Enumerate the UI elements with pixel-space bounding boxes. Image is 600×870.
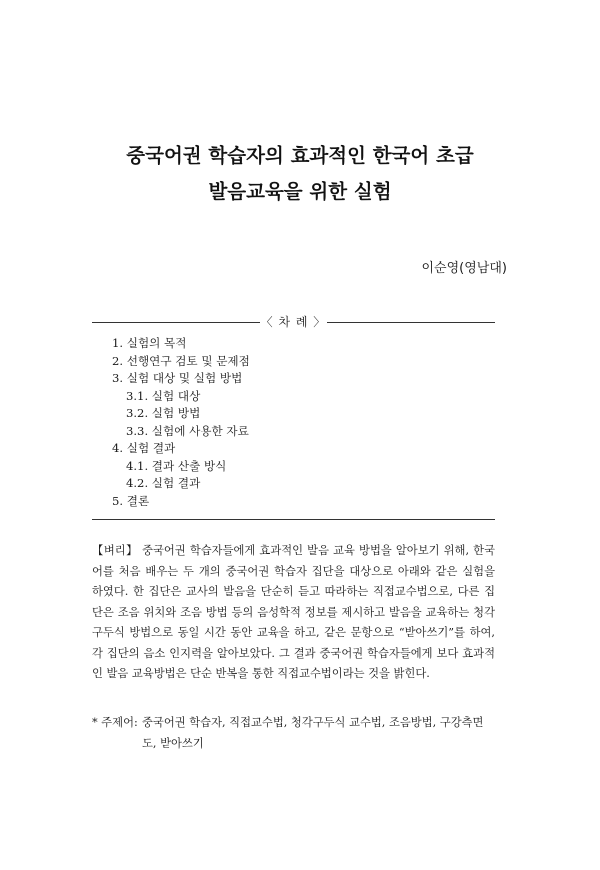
toc-item: 4. 실험 결과 xyxy=(112,441,176,455)
abstract: 【벼리】 중국어권 학습자들에게 효과적인 발음 교육 방법을 알아보기 위해, 한국어를 처음 배우는 두 개의 중국어권 학습자 집단을 대상으로 아래와 같은 실험을 하였다. 한 집단은 교사의 발음을 단순히 듣고 따라하는 직접교수법으로, 다른 집단은 조음 위치와 조음 방법 등의 음성학적 정보를 제시하고 발음을 교육하는 청각구두식 방법으로 동일 시간 동안 교육을 하고, 같은 문항으로 “받아쓰기”를 하여, 각 집단의 음소 인지력을 알아보았다. 그 결과 중국어권 학습자들에게 보다 효과적인 발음 교육방법은 단순 반복을 통한 직접교수법이라는 것을 밝힌다. xyxy=(92,544,495,680)
toc-header-rule-right xyxy=(327,322,495,323)
toc-heading: 〈 차 례 〉 xyxy=(260,315,327,329)
paper-title-line-1: 중국어권 학습자의 효과적인 한국어 초급 xyxy=(126,144,474,167)
toc-header xyxy=(92,313,495,331)
paper-title-line-2: 발음교육을 위한 실험 xyxy=(208,180,392,203)
keywords-value: 중국어권 학습자, 직접교수법, 청각구두식 교수법, 조음방법, 구강측면도, 받아쓰기 xyxy=(142,716,484,750)
toc-item: 4.1. 결과 산출 방식 xyxy=(126,458,227,473)
table-of-contents xyxy=(112,335,250,510)
toc-item: 3.1. 실험 대상 xyxy=(126,388,201,403)
toc-item: 4.2. 실험 결과 xyxy=(126,476,201,490)
toc-item: 5. 결론 xyxy=(112,493,150,508)
toc-bottom-rule xyxy=(92,519,495,520)
toc-item: 1. 실험의 목적 xyxy=(112,336,187,350)
keywords xyxy=(92,713,495,754)
toc-item: 3.2. 실험 방법 xyxy=(126,406,201,420)
keywords-label: * 주제어: xyxy=(92,716,138,729)
toc-item: 3.3. 실험에 사용한 자료 xyxy=(126,423,249,438)
toc-item: 2. 선행연구 검토 및 문제점 xyxy=(112,353,250,368)
author: 이순영(영남대) xyxy=(421,261,507,276)
toc-item: 3. 실험 대상 및 실험 방법 xyxy=(112,371,243,385)
